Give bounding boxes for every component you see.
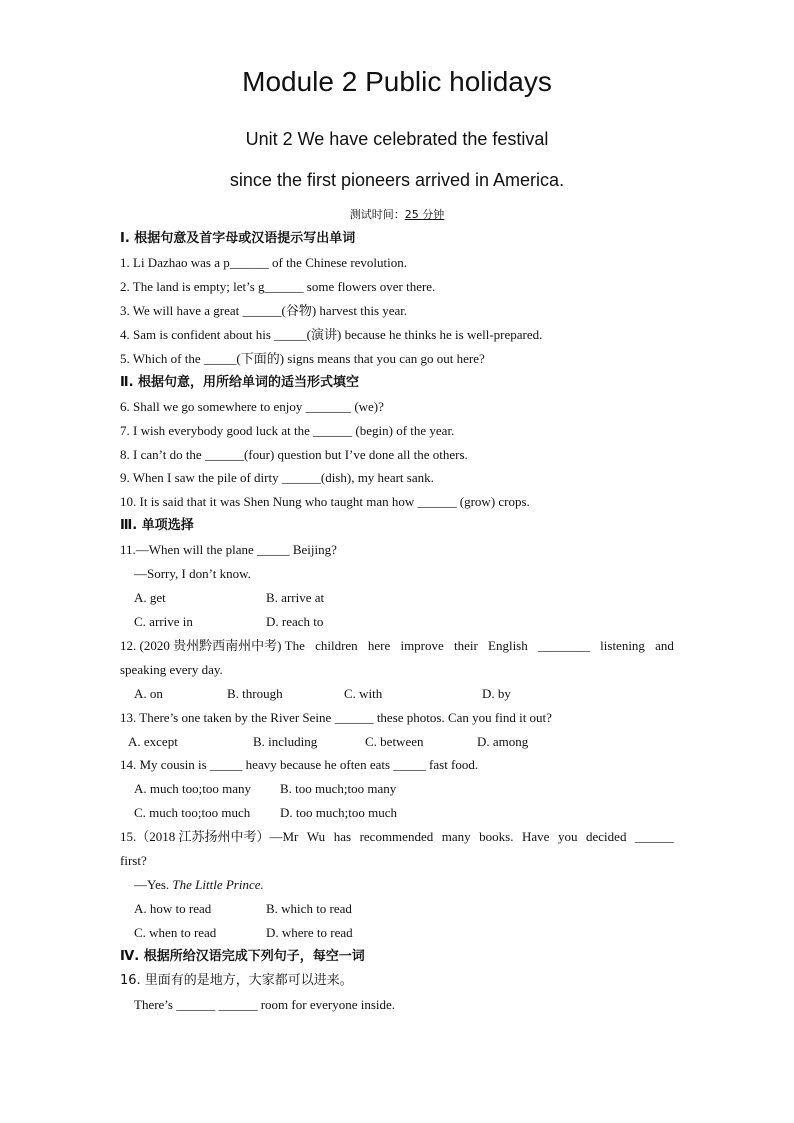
q15-word: has [333, 829, 352, 844]
section-heading-3: Ⅲ. 单项选择 [120, 518, 194, 533]
question-1: 1. Li Dazhao was a p______ of the Chinese revolution. [120, 255, 408, 270]
q12-word: improve [400, 638, 444, 653]
question-15-line1 [120, 829, 674, 845]
q14-option-c: C. much too;too much [134, 805, 251, 820]
question-8: 8. I can’t do the ______(four) question but I’ve done all the others. [120, 447, 468, 462]
q15-option-b: B. which to read [266, 901, 352, 916]
q15-option-c: C. when to read [134, 925, 217, 940]
q15-word: Have [522, 829, 550, 844]
q15-word: books. [479, 829, 514, 844]
question-10: 10. It is said that it was Shen Nung who taught man how ______ (grow) crops. [120, 494, 530, 509]
q15-blank: ______ [634, 829, 674, 844]
question-6: 6. Shall we go somewhere to enjoy _______ (we)? [120, 399, 384, 414]
q13-option-a: A. except [128, 734, 178, 749]
q15-word: Wu [306, 829, 326, 844]
q12-blank: ________ [537, 638, 590, 653]
q12-word: English [488, 638, 528, 653]
q15-reply-book-title: The Little Prince. [172, 877, 264, 892]
question-14: 14. My cousin is _____ heavy because he often eats _____ fast food. [120, 757, 479, 772]
question-7: 7. I wish everybody good luck at the ______ (begin) of the year. [120, 423, 455, 438]
q11-option-b: B. arrive at [266, 590, 325, 605]
q12-word: listening [600, 638, 645, 653]
q12-option-b: B. through [227, 686, 283, 701]
question-16-english: There’s ______ ______ room for everyone inside. [134, 997, 396, 1012]
question-11: 11.—When will the plane _____ Beijing? [120, 542, 337, 557]
q15-word: many [441, 829, 471, 844]
test-time-label: 测试时间： [349, 208, 405, 221]
question-2: 2. The land is empty; let’s g______ some flowers over there. [120, 279, 436, 294]
q12-option-c: C. with [344, 686, 383, 701]
question-16-chinese: 16. 里面有的是地方，大家都可以进来。 [120, 973, 353, 988]
q14-option-a: A. much too;too many [134, 781, 251, 796]
unit-title-line1: Unit 2 We have celebrated the festival [245, 129, 549, 149]
q11-option-c: C. arrive in [134, 614, 193, 629]
question-9: 9. When I saw the pile of dirty ______(dish), my heart sank. [120, 470, 434, 485]
q12-option-a: A. on [134, 686, 163, 701]
question-13: 13. There’s one taken by the River Seine ______ these photos. Can you find it out? [120, 710, 552, 725]
q15-option-d: D. where to read [266, 925, 353, 940]
q15-word: 15.（2018 江苏扬州中考）—Mr [120, 829, 299, 844]
question-5: 5. Which of the _____(下面的) signs means that you can go out here? [120, 351, 485, 366]
question-12-line1 [120, 638, 674, 654]
question-15-line2: first? [120, 853, 147, 868]
q12-word: their [453, 638, 478, 653]
q14-option-b: B. too much;too many [280, 781, 397, 796]
unit-title-line2: since the first pioneers arrived in America. [229, 170, 565, 190]
question-15-reply [134, 877, 694, 893]
test-time-value: 25 分钟 [404, 208, 445, 221]
question-4: 4. Sam is confident about his _____(演讲) because he thinks he is well-prepared. [120, 327, 543, 342]
q12-word: and [655, 638, 674, 653]
question-11-reply: —Sorry, I don’t know. [134, 566, 251, 581]
q15-reply-prefix: —Yes. [134, 877, 170, 892]
q13-option-b: B. including [253, 734, 318, 749]
q11-option-a: A. get [134, 590, 166, 605]
q12-word: 12. (2020 贵州黔西南州中考) The [120, 638, 305, 653]
q15-word: decided [586, 829, 627, 844]
page-title: Module 2 Public holidays [242, 66, 552, 97]
section-heading-4: Ⅳ. 根据所给汉语完成下列句子，每空一词 [120, 949, 365, 964]
q14-option-d: D. too much;too much [280, 805, 397, 820]
q13-option-c: C. between [365, 734, 424, 749]
q15-word: you [557, 829, 578, 844]
section-heading-2: Ⅱ. 根据句意，用所给单词的适当形式填空 [120, 375, 360, 390]
q12-word: here [367, 638, 391, 653]
q12-option-d: D. by [482, 686, 511, 701]
q15-option-a: A. how to read [134, 901, 212, 916]
q12-word: children [315, 638, 358, 653]
question-3: 3. We will have a great ______(谷物) harvest this year. [120, 303, 408, 318]
test-time [0, 206, 794, 222]
q13-option-d: D. among [477, 734, 529, 749]
q11-option-d: D. reach to [266, 614, 324, 629]
question-12-line2: speaking every day. [120, 662, 223, 677]
section-heading-1: Ⅰ. 根据句意及首字母或汉语提示写出单词 [120, 231, 356, 246]
q15-word: recommended [359, 829, 434, 844]
